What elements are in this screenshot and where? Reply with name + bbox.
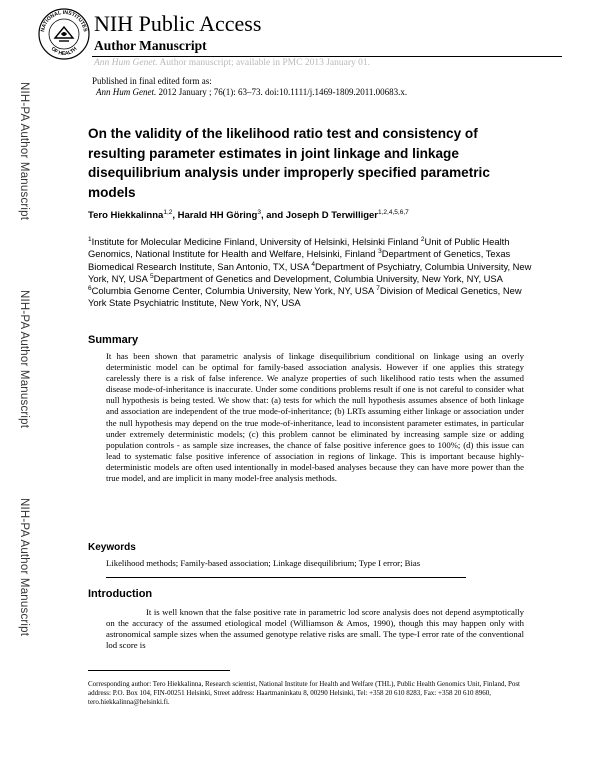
published-in-label: Published in final edited form as: bbox=[92, 76, 212, 86]
author-name: Joseph D Terwilliger bbox=[285, 210, 379, 221]
introduction-text: It is well known that the false positive rate in parametric lod score analysis does not depend asymptotically on the accuracy of the assumed etiological model (Williamson & Amos, 1990), though this may happen only with astronomical sample sizes when the assumed genotype relative risks are small. The type-I error rate of the conventional lod score is bbox=[106, 607, 524, 651]
side-label-manuscript: NIH-PA Author Manuscript bbox=[18, 498, 30, 637]
header-subtitle: Author Manuscript bbox=[94, 38, 207, 53]
logo-text-top: NATIONAL INSTITUTES bbox=[40, 9, 88, 33]
header-divider bbox=[92, 56, 562, 57]
header-availability: Ann Hum Genet. Author manuscript; available in PMC 2013 January 01. bbox=[94, 58, 370, 68]
summary-text: It has been shown that parametric analysis of linkage disequilibrium conditional on linkage using an overly deterministic model can be optimal for family-based association analysis. However if one applies this strategy carelessly there is a risk of false inference. We analyze properties of such likelihood ratio tests when the assumed disease mode-of-inheritance is inaccurate. Under some conditions problems result if one is not careful to consider what null hypothesis is being tested. We show that: (a) tests for which the null hypothesis assumes absence of both linkage and association are independent of the true mode-of-inheritance; (b) LRTs assuming either linkage or association under the null hypothesis may depend on the true mode-of-inheritance, lead to inconsistent parameter estimates, in particular under extremely deterministic models; (c) this problem cannot be eliminated by increasing sample size or adding population controls - as sample size increases, the chance of false positive inference goes to 100%; (d) this issue can lead to systematic false positive inference of association in regions of linkage. This is important because highly-deterministic models are often used intentionally in model-based analyses because they can have more power than the true model, and are implicit in many model-free analysis methods. bbox=[106, 351, 524, 484]
paper-title: On the validity of the likelihood ratio test and consistency of resulting parameter estimates in joint linkage and linkage disequilibrium analysis under improperly specified parametric models bbox=[88, 126, 490, 200]
header-title: NIH Public Access bbox=[94, 11, 262, 36]
author-name: Tero Hiekkalinna bbox=[88, 210, 164, 221]
corresponding-author-footnote: Corresponding author: Tero Hiekkalinna, Research scientist, National Institute for Health and Welfare (THL), Public Health Genomics Unit, Finland, Post address: P.O. Box 104, FIN-00251 Helsinki, Street address: Haartmaninkatu 8, 00290 Helsinki, Tel: +358 20 610 8283, Fax: +358 20 610 8960, tero.hiekkalinna@helsinki.fi. bbox=[88, 680, 521, 706]
footnote-divider bbox=[88, 670, 230, 671]
keywords-heading: Keywords bbox=[88, 542, 136, 553]
keywords-text: Likelihood methods; Family-based association; Linkage disequilibrium; Type I error; Bias bbox=[106, 558, 421, 568]
author-list: Tero Hiekkalinna$^{1,2}$, Harald HH Göring$^3$, and Joseph D Terwilliger$^{1,2,4,5,6,7}$ bbox=[88, 208, 409, 221]
introduction-heading: Introduction bbox=[88, 588, 153, 600]
nih-seal-logo bbox=[38, 8, 90, 60]
side-label-manuscript: NIH-PA Author Manuscript bbox=[18, 290, 30, 429]
affiliations: $^1$Institute for Molecular Medicine Finland, University of Helsinki, Helsinki Finland $^2$Unit of Public Health Genomics, National Institute for Health and Welfare, Helsinki, Finland $^3$Department of Genetics, Texas Biomedical Research Institute, San Antonio, TX, USA $^4$Department of Psychiatry, Columbia University, New York, NY, USA $^5$Department of Genetics and Development, Columbia University, New York, NY, USA $^6$Columbia Genome Center, Columbia University, New York, NY, USA $^7$Division of Medical Genetics, New York State Psychiatric Institute, New York, NY, USA bbox=[88, 235, 532, 309]
citation: Ann Hum Genet. 2012 January ; 76(1): 63–73. doi:10.1111/j.1469-1809.2011.00683.x. bbox=[96, 87, 408, 97]
summary-heading: Summary bbox=[88, 334, 139, 346]
keywords-divider bbox=[106, 577, 466, 578]
side-label-manuscript: NIH-PA Author Manuscript bbox=[18, 82, 30, 221]
logo-text-bottom: OF HEALTH bbox=[49, 46, 79, 58]
author-name: Harald HH Göring bbox=[177, 210, 258, 221]
